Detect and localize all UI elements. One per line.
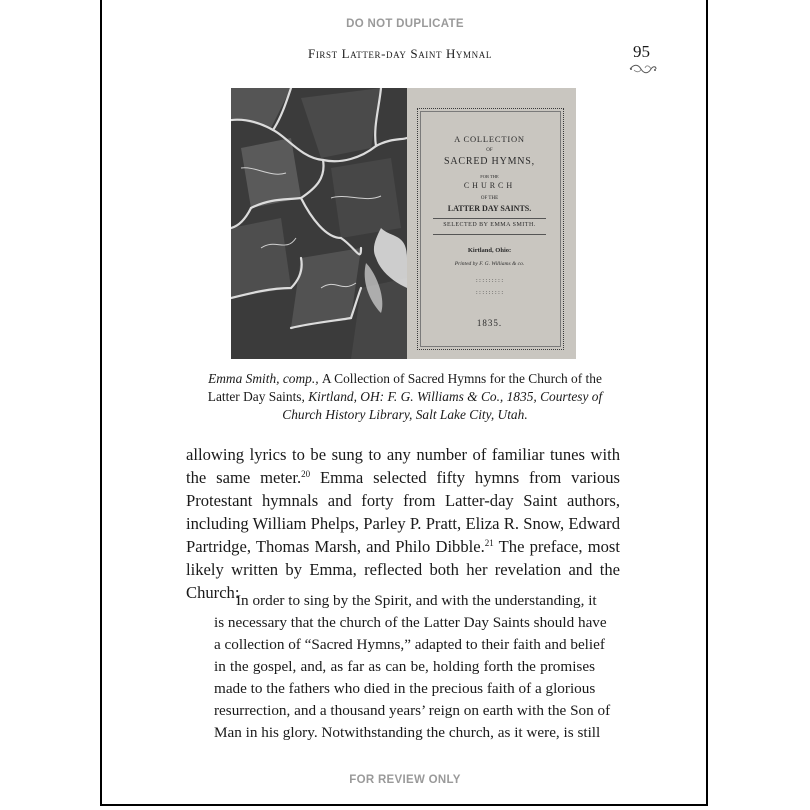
title-line: SACRED HYMNS,	[444, 156, 535, 167]
paragraph-text: The preface, most likely written by Emma, reflected both her revelation and the Church:	[186, 537, 620, 602]
footnote-ref: 20	[301, 469, 311, 479]
quote-line: in the gospel, and, as far as can be, holding forth the promises	[214, 658, 595, 675]
title-line: CHURCH	[463, 181, 516, 190]
flourish-ornament-icon	[628, 63, 658, 75]
footnote-ref: 21	[484, 538, 494, 548]
quote-line: Man in his glory. Notwithstanding the church, as it were, is still	[214, 724, 601, 741]
paragraph-text: Emma selected fifty hymns from various Protestant hymnals and forty from Latter-day Saint authors, including William Phelps, Parley P. Pratt, Eliza R. Snow, Edward Partridge, Thomas Marsh, and Philo Dibble.	[186, 468, 620, 556]
block-quote	[214, 590, 611, 744]
marbled-cover-image	[231, 88, 407, 359]
watermark-bottom: FOR REVIEW ONLY	[349, 774, 461, 786]
caption-author: Emma Smith, comp.,	[208, 371, 322, 386]
page-number: 95	[633, 42, 650, 61]
body-paragraph	[186, 443, 620, 604]
title-line: Kirtland, Ohio:	[467, 247, 512, 254]
title-line: OF	[486, 148, 493, 153]
title-line: A COLLECTION	[454, 134, 525, 144]
paragraph-text: allowing lyrics to be sung to any number of familiar tunes with the same meter.	[186, 445, 620, 487]
title-line: SELECTED BY EMMA SMITH.	[443, 222, 536, 228]
title-line: 1835.	[476, 318, 503, 328]
title-page-image	[407, 88, 576, 359]
watermark-top: DO NOT DUPLICATE	[346, 18, 464, 30]
quote-line: a collection of “Sacred Hymns,” adapted to their faith and belief	[214, 636, 605, 653]
title-page-border	[417, 108, 564, 350]
title-line: : : : : : : : : :	[475, 290, 503, 296]
quote-line: In order to sing by the Spirit, and with the understanding, it	[236, 592, 597, 609]
caption-title: A Collection of Sacred Hymns for the Church of the Latter Day Saints	[207, 371, 602, 404]
title-line: Printed by F. G. Williams & co.	[454, 261, 525, 267]
title-line: : : : : : : : : :	[475, 278, 503, 284]
quote-line: resurrection, and a thousand years’ reign on earth with the Son of	[214, 702, 611, 719]
title-line: OF THE	[480, 196, 499, 201]
book-photograph	[231, 88, 576, 359]
title-line: LATTER DAY SAINTS.	[447, 204, 532, 213]
caption-details: , Kirtland, OH: F. G. Williams & Co., 1835, Courtesy of Church History Library, Salt Lake City, Utah.	[282, 389, 603, 422]
quote-line: is necessary that the church of the Latter Day Saints should have	[214, 614, 607, 631]
quote-line: made to the fathers who died in the precious faith of a glorious	[214, 680, 596, 697]
running-head: First Latter-day Saint Hymnal	[308, 46, 492, 61]
figure-caption	[200, 370, 610, 424]
title-line: FOR THE	[480, 174, 499, 179]
